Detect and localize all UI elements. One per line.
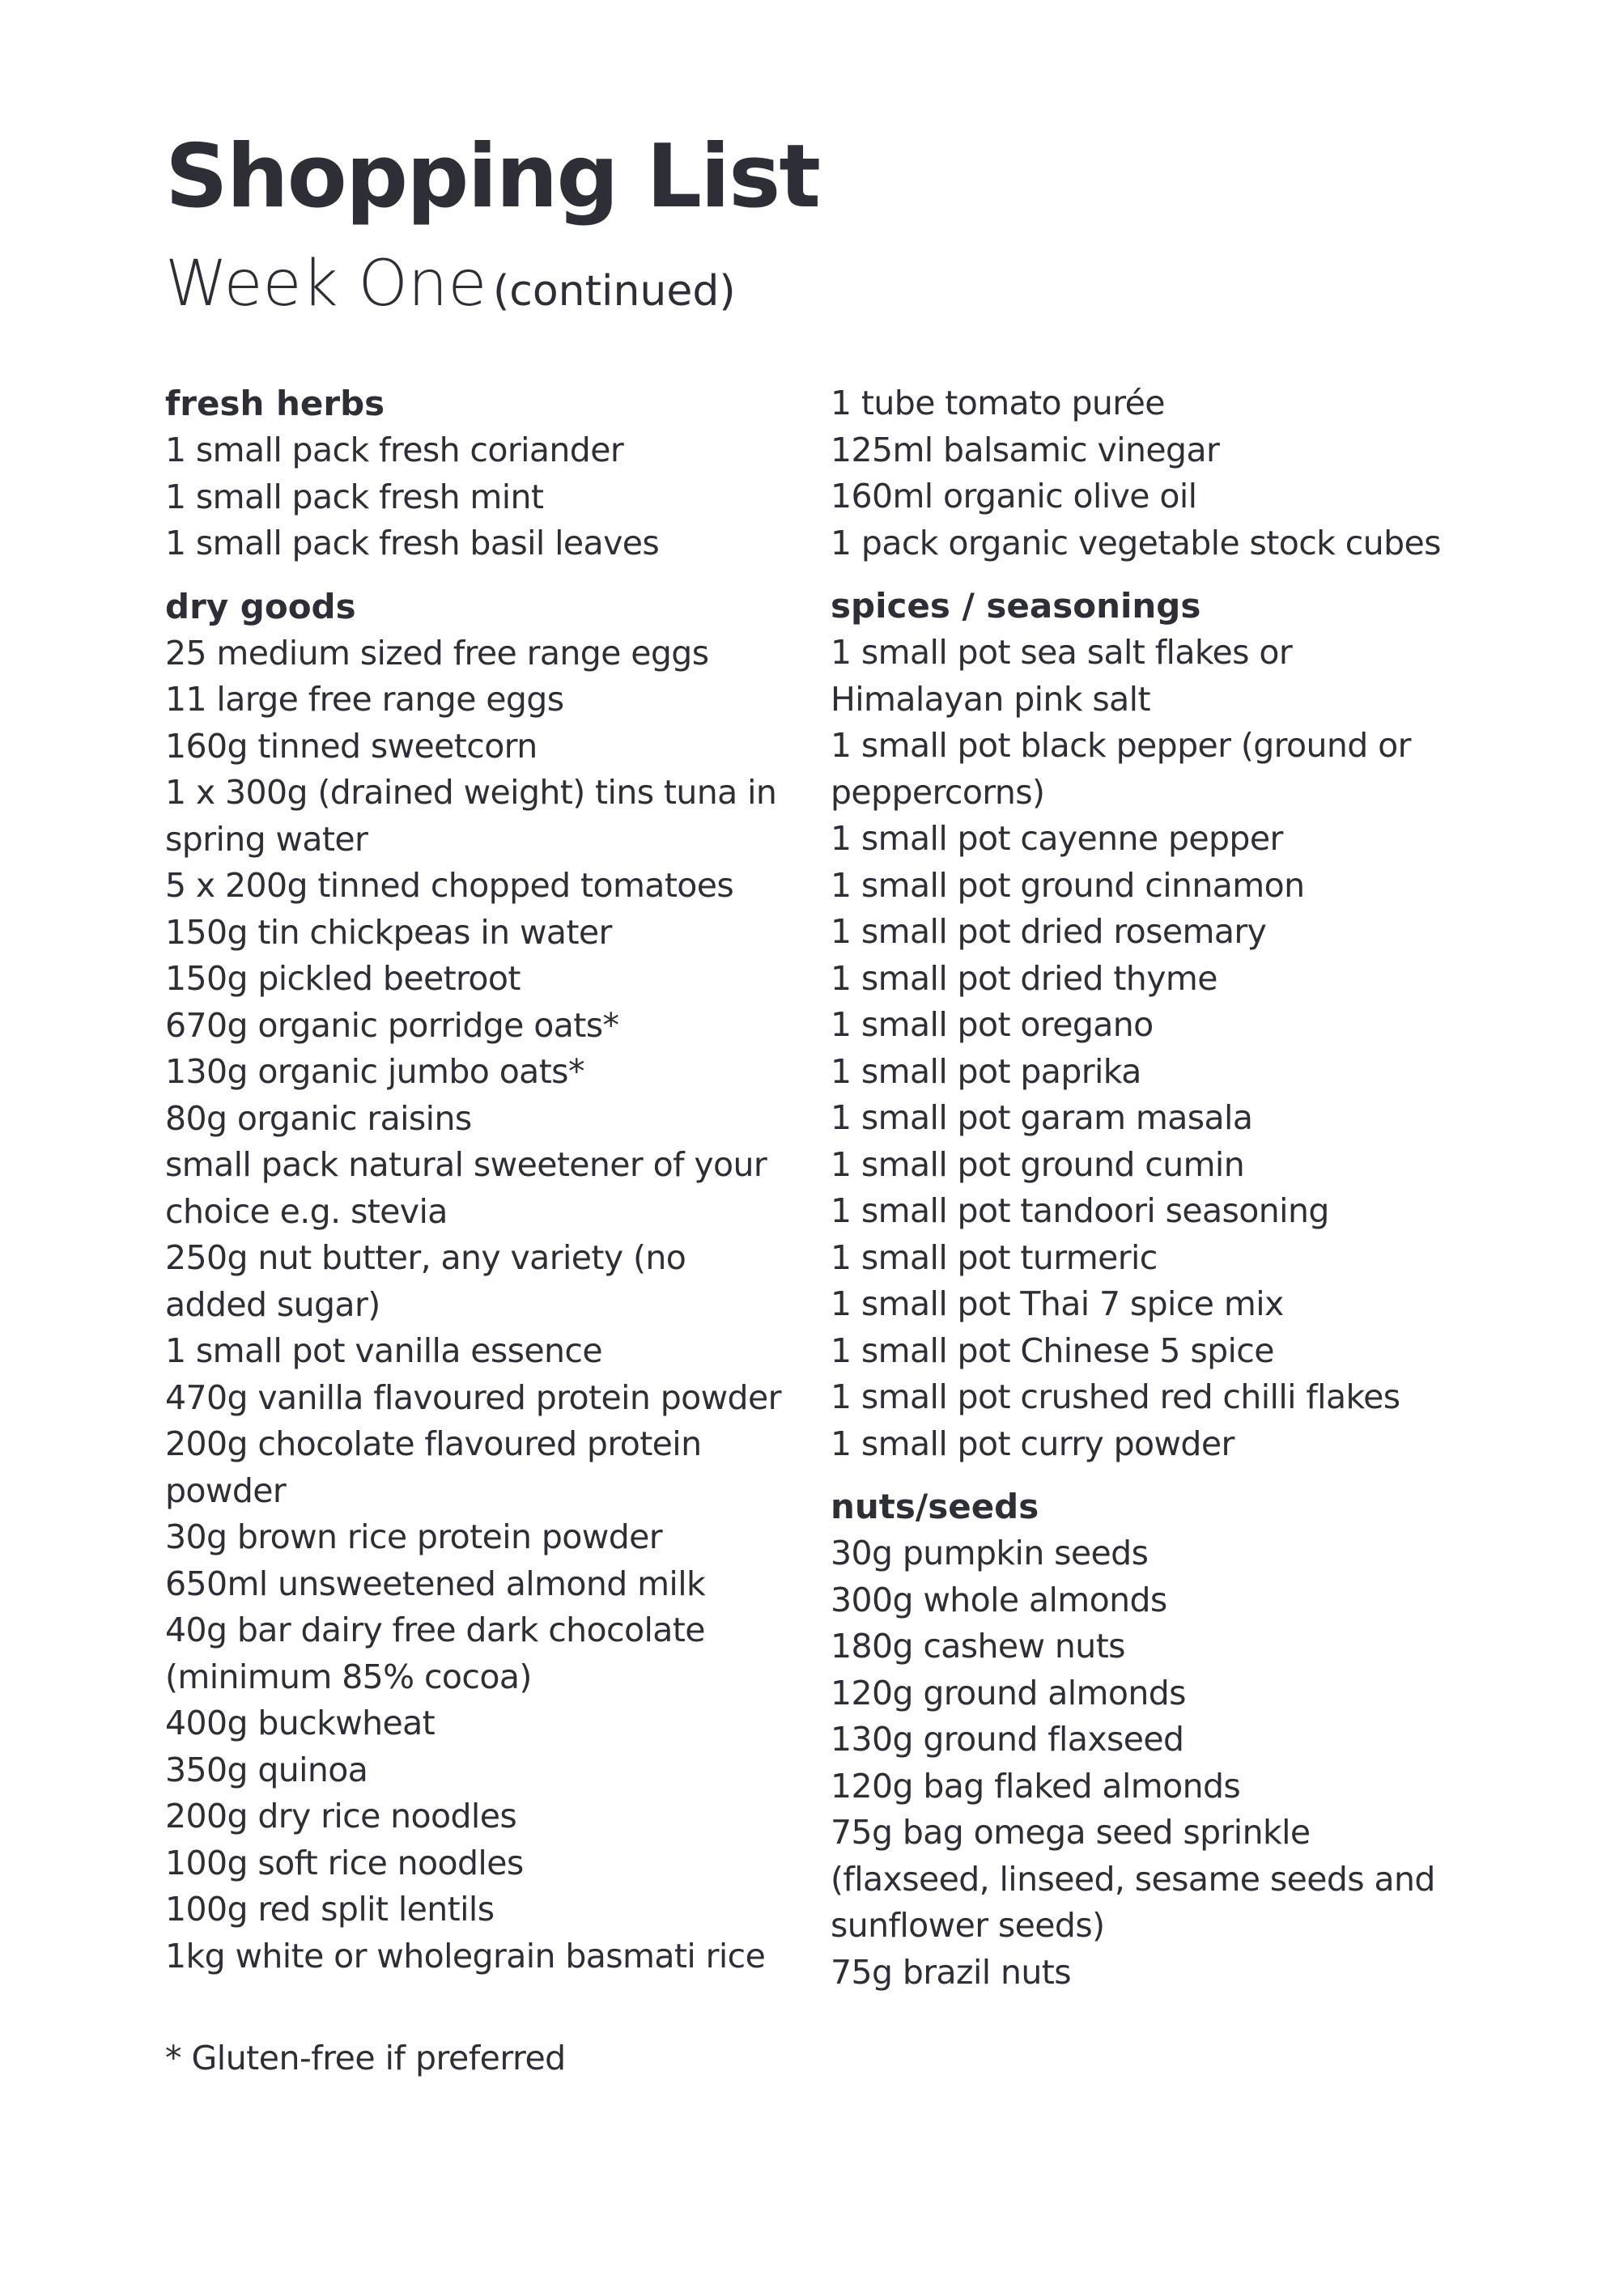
list-item: 1 small pot sea salt flakes or Himalayan pink salt	[831, 633, 1293, 719]
list-item: 25 medium sized free range eggs	[165, 633, 709, 673]
list-item: 120g ground almonds	[831, 1673, 1186, 1712]
list-item: 250g nut butter, any variety (no added sugar)	[165, 1238, 686, 1324]
list-item: 1 small pot curry powder	[831, 1424, 1234, 1463]
list-item: 30g pumpkin seeds	[831, 1534, 1149, 1572]
item-list	[165, 427, 797, 567]
list-item: 180g cashew nuts	[831, 1627, 1125, 1666]
item-list	[165, 630, 797, 1980]
list-item: 150g pickled beetroot	[165, 959, 521, 998]
list-item: 1 small pot garam masala	[831, 1098, 1253, 1137]
list-item: 200g dry rice noodles	[165, 1797, 517, 1836]
list-item: 470g vanilla flavoured protein powder	[165, 1377, 781, 1417]
section-heading: fresh herbs	[165, 384, 385, 423]
subtitle-week: Week One	[165, 248, 487, 320]
list-item: 100g soft rice noodles	[165, 1843, 524, 1882]
list-item: 150g tin chickpeas in water	[165, 912, 612, 952]
list-item: 1 small pot black pepper (ground or peppercorns)	[831, 726, 1411, 812]
list-item: 160g tinned sweetcorn	[165, 726, 538, 766]
list-item: 200g chocolate flavoured protein powder	[165, 1424, 702, 1510]
section-heading: dry goods	[165, 586, 356, 626]
list-item: 300g whole almonds	[831, 1580, 1167, 1619]
list-item: 1 small pack fresh basil leaves	[165, 524, 660, 562]
item-list	[831, 630, 1462, 1467]
list-item: 40g bar dairy free dark chocolate (minimum 85% cocoa)	[165, 1611, 705, 1696]
section-continued	[831, 380, 1462, 567]
list-item: 1 small pack fresh mint	[165, 477, 544, 516]
footnote: * Gluten-free if preferred	[165, 2039, 566, 2077]
list-item: 75g brazil nuts	[831, 1952, 1071, 1992]
list-item: 1 small pot Thai 7 spice mix	[831, 1284, 1284, 1323]
list-item: 11 large free range eggs	[165, 680, 564, 719]
list-item: 75g bag omega seed sprinkle (flaxseed, linseed, sesame seeds and sunflower seeds)	[831, 1813, 1435, 1945]
right-column	[831, 380, 1462, 2012]
list-item: 1 tube tomato purée	[831, 384, 1165, 422]
list-item: 125ml balsamic vinegar	[831, 430, 1220, 469]
list-item: 1 small pot dried thyme	[831, 958, 1217, 998]
list-item: 1 small pot crushed red chilli flakes	[831, 1377, 1400, 1416]
list-item: 1 small pot paprika	[831, 1051, 1141, 1091]
item-list	[831, 1530, 1462, 1996]
list-item: 120g bag flaked almonds	[831, 1766, 1241, 1806]
list-item: 1 small pack fresh coriander	[165, 431, 624, 469]
list-item: 1 small pot Chinese 5 spice	[831, 1330, 1274, 1370]
list-item: 160ml organic olive oil	[831, 477, 1197, 516]
list-item: 100g red split lentils	[165, 1890, 495, 1929]
list-item: 1 small pot vanilla essence	[165, 1331, 603, 1370]
list-item: 1kg white or wholegrain basmati rice	[165, 1936, 766, 1976]
page-title: Shopping List	[165, 126, 820, 227]
list-item: 5 x 200g tinned chopped tomatoes	[165, 866, 734, 905]
list-item: 650ml unsweetened almond milk	[165, 1564, 706, 1603]
section-heading: nuts/seeds	[831, 1487, 1039, 1526]
list-item: 1 pack organic vegetable stock cubes	[831, 523, 1441, 562]
list-item: 1 small pot ground cumin	[831, 1144, 1245, 1184]
list-item: small pack natural sweetener of your choice e.g. stevia	[165, 1145, 767, 1231]
section-spices	[831, 583, 1462, 1467]
left-column	[165, 380, 797, 1996]
subtitle-continued: (continued)	[492, 267, 736, 316]
list-item: 130g organic jumbo oats*	[165, 1052, 584, 1091]
section-nuts-seeds	[831, 1483, 1462, 1996]
list-item: 670g organic porridge oats*	[165, 1005, 619, 1045]
section-dry-goods	[165, 584, 797, 1980]
list-item: 350g quinoa	[165, 1750, 368, 1789]
list-item: 1 small pot turmeric	[831, 1237, 1158, 1277]
list-item: 30g brown rice protein powder	[165, 1517, 663, 1556]
list-item: 1 small pot cayenne pepper	[831, 819, 1283, 858]
list-item: 80g organic raisins	[165, 1098, 472, 1138]
list-item: 1 small pot tandoori seasoning	[831, 1191, 1329, 1230]
list-item: 1 small pot dried rosemary	[831, 912, 1267, 951]
item-list	[831, 380, 1462, 567]
section-heading: spices / seasonings	[831, 586, 1201, 626]
section-fresh-herbs	[165, 380, 797, 567]
list-item: 1 small pot ground cinnamon	[831, 865, 1305, 905]
list-item: 1 small pot oregano	[831, 1005, 1154, 1044]
page-subtitle	[165, 247, 736, 323]
list-item: 130g ground flaxseed	[831, 1720, 1184, 1759]
list-item: 1 x 300g (drained weight) tins tuna in spring water	[165, 773, 777, 859]
list-item: 400g buckwheat	[165, 1704, 436, 1742]
